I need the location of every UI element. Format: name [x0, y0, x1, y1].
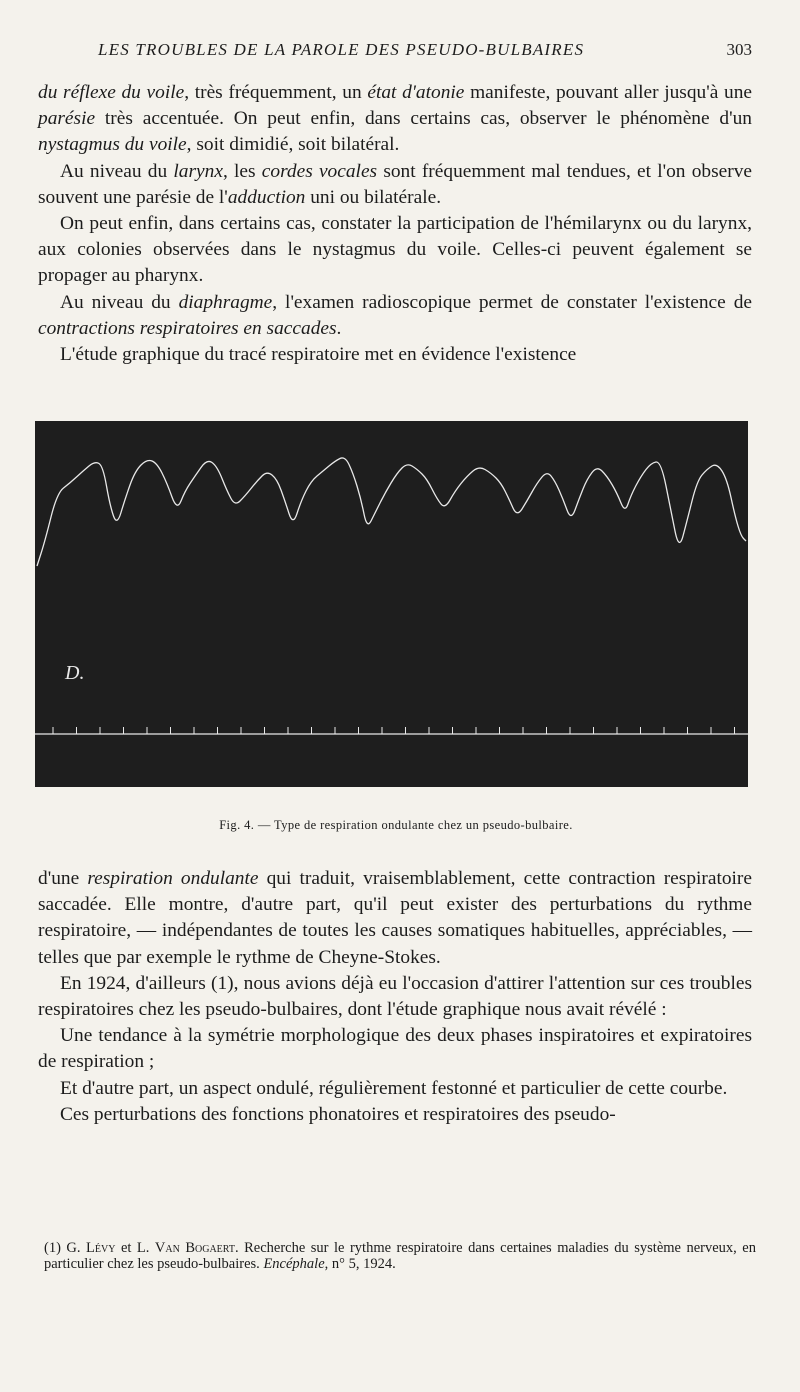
- paragraph: [38, 342, 752, 368]
- footnote: [44, 1240, 756, 1272]
- text-run: manifeste, pouvant aller jusqu'à une: [464, 82, 752, 103]
- italic-run: Encéphale: [263, 1256, 325, 1272]
- text-run: , soit dimidié, soit bilatéral.: [186, 134, 400, 156]
- text-run: Au niveau du: [60, 160, 174, 182]
- italic-run: adduction: [227, 186, 306, 208]
- italic-run: diaphragme: [178, 291, 273, 313]
- page-number: 303: [726, 40, 752, 59]
- paragraph: [38, 159, 752, 211]
- text-run: Et d'autre part, un aspect ondulé, régulièrement festonné et particulier de cette courbe.: [60, 1077, 728, 1099]
- running-title: LES TROUBLES DE LA PAROLE DES PSEUDO-BULBAIRES: [98, 40, 585, 59]
- text-run: Une tendance à la symétrie morphologique des deux phases inspiratoires et expiratoires de respiration ;: [38, 1025, 752, 1073]
- paragraph: [38, 1023, 752, 1075]
- text-run: , l'examen radioscopique permet de constater l'existence de: [272, 291, 752, 313]
- small-caps-run: Van Bogaert: [154, 1240, 235, 1256]
- paragraph: [38, 211, 752, 290]
- panel-label: D.: [65, 662, 85, 684]
- text-run: qui traduit, vraisemblablement, cette contraction respiratoire saccadée. Elle montre, d'autre part, qu'il peut exister des perturbations du rythme respiratoire, — indépendantes de toutes les causes somatiques habituelles, appréciables, — telles que par exemple le rythme de Cheyne-Stokes.: [38, 868, 752, 968]
- text-run: L'étude graphique du tracé respiratoire met en évidence l'existence: [60, 344, 577, 366]
- text-run: , les: [222, 160, 262, 182]
- italic-run: larynx: [173, 160, 223, 182]
- paragraph: [38, 866, 752, 971]
- italic-run: nystagmus du voile: [38, 134, 187, 156]
- paragraph: [38, 1102, 752, 1128]
- italic-run: respiration ondulante: [87, 868, 259, 889]
- text-run: et L.: [115, 1240, 155, 1256]
- paragraph: [38, 1076, 752, 1102]
- text-run: , n° 5, 1924.: [324, 1256, 396, 1272]
- italic-run: parésie: [38, 108, 96, 130]
- italic-run: contractions respiratoires en saccades: [38, 317, 337, 339]
- paragraph: [38, 971, 752, 1023]
- body-text-lower: [38, 866, 752, 1128]
- paragraph: [38, 80, 752, 159]
- text-run: très accentuée. On peut enfin, dans certains cas, observer le phénomène d'un: [95, 108, 752, 130]
- figure-caption: Fig. 4. — Type de respiration ondulante chez un pseudo-bulbaire.: [219, 818, 573, 832]
- text-run: .: [336, 317, 342, 339]
- italic-run: cordes vocales: [261, 160, 378, 182]
- text-run: Ces perturbations des fonctions phonatoires et respiratoires des pseudo-: [60, 1103, 616, 1125]
- text-run: On peut enfin, dans certains cas, constater la participation de l'hémilarynx ou du larynx, aux colonies observées dans le nystagmus du voile. Celles-ci peuvent également se propager au pharynx.: [38, 213, 752, 287]
- italic-run: du réflexe du voile: [38, 82, 185, 103]
- body-text-upper: [38, 80, 752, 368]
- text-run: . Recherche sur le rythme respiratoire dans certaines maladies du système nerveux, en particulier chez les pseudo-bulbaires.: [44, 1240, 756, 1272]
- text-run: uni ou bilatérale.: [305, 186, 442, 208]
- small-caps-run: Lévy: [86, 1240, 116, 1256]
- text-run: sont fréquemment mal tendues, et l'on observe souvent une parésie de l': [38, 160, 752, 208]
- text-run: En 1924, d'ailleurs (1), nous avions déjà eu l'occasion d'attirer l'attention sur ces troubles respiratoires chez les pseudo-bulbaires, dont l'étude graphique nous avait révélé :: [38, 972, 752, 1021]
- figure-respiration-trace: [35, 421, 748, 787]
- italic-run: état d'atonie: [367, 82, 465, 103]
- text-run: (1) G.: [44, 1240, 87, 1256]
- text-run: , très fréquemment, un: [184, 82, 368, 103]
- running-header: [40, 40, 752, 68]
- respiration-trace-plot: [35, 421, 748, 787]
- text-run: Au niveau du: [60, 291, 179, 313]
- text-run: d'une: [38, 868, 88, 889]
- paragraph: [38, 290, 752, 342]
